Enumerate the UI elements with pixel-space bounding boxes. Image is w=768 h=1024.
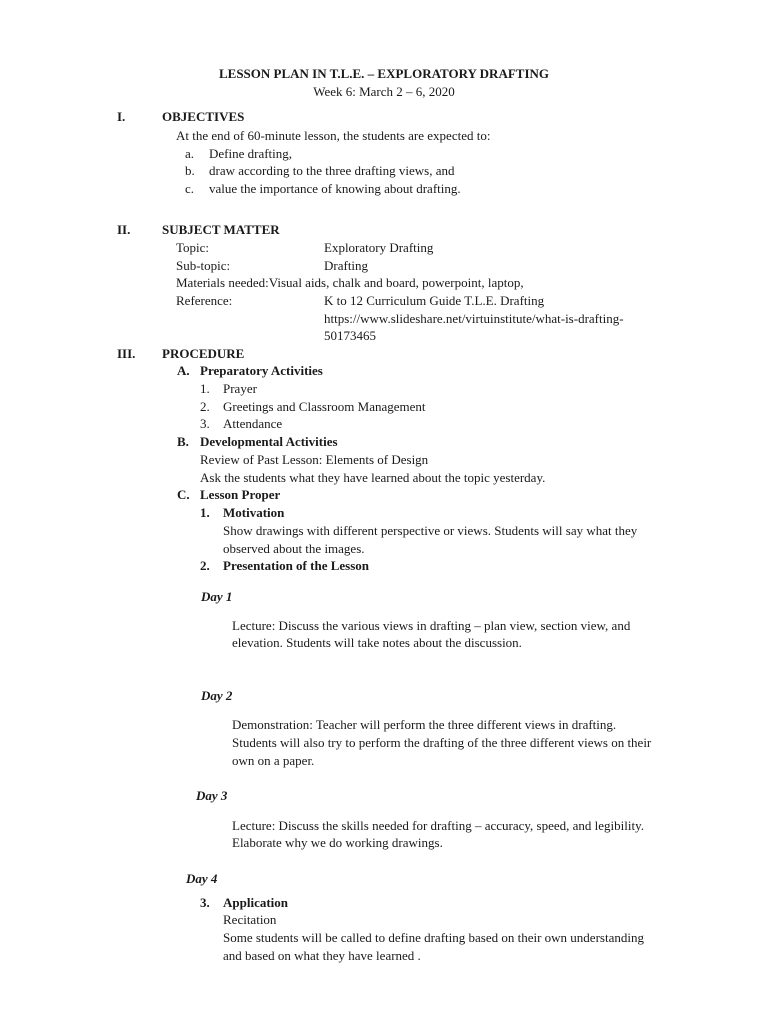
- subsection-heading-preparatory: Preparatory Activities: [200, 363, 323, 378]
- list-item: value the importance of knowing about drafting.: [209, 181, 461, 196]
- day-3-text: Lecture: Discuss the skills needed for drafting – accuracy, speed, and legibility.: [232, 818, 645, 833]
- list-item: Define drafting,: [209, 146, 293, 161]
- subtopic-label: Sub-topic:: [176, 258, 231, 273]
- section-heading-subject: SUBJECT MATTER: [162, 222, 280, 237]
- day-2-text: Demonstration: Teacher will perform the three different views in drafting.: [232, 717, 617, 732]
- application-text: Some students will be called to define drafting based on their own understanding: [223, 930, 644, 945]
- motivation-text: Show drawings with different perspective or views. Students will say what they: [223, 523, 638, 538]
- presentation-heading: Presentation of the Lesson: [223, 558, 370, 573]
- motivation-heading: Motivation: [223, 505, 285, 520]
- section-number-subject: II.: [117, 222, 131, 237]
- list-marker: 1.: [200, 381, 210, 396]
- list-marker: a.: [185, 146, 195, 161]
- list-marker: b.: [185, 163, 195, 178]
- day-1-text: elevation. Students will take notes about the discussion.: [232, 635, 522, 650]
- subtopic-value: Drafting: [324, 258, 369, 273]
- review-line: Review of Past Lesson: Elements of Design: [200, 452, 429, 467]
- section-heading-objectives: OBJECTIVES: [162, 109, 245, 124]
- reference-label: Reference:: [176, 293, 233, 308]
- day-3-heading: Day 3: [196, 788, 228, 803]
- subsection-marker: C.: [177, 487, 190, 502]
- reference-value: K to 12 Curriculum Guide T.L.E. Drafting: [324, 293, 545, 308]
- day-1-text: Lecture: Discuss the various views in drafting – plan view, section view, and: [232, 618, 631, 633]
- week-subtitle: Week 6: March 2 – 6, 2020: [313, 84, 455, 99]
- list-marker: 3.: [200, 416, 210, 431]
- day-2-text: Students will also try to perform the drafting of the three different views on their: [232, 735, 652, 750]
- subsection-marker: A.: [177, 363, 190, 378]
- list-item: Prayer: [223, 381, 257, 396]
- objectives-intro: At the end of 60-minute lesson, the students are expected to:: [176, 128, 491, 143]
- motivation-text: observed about the images.: [223, 541, 365, 556]
- day-4-heading: Day 4: [186, 871, 218, 886]
- list-item: Attendance: [223, 416, 283, 431]
- list-marker: c.: [185, 181, 195, 196]
- reference-url: https://www.slideshare.net/virtuinstitute/what-is-drafting-: [324, 311, 624, 326]
- section-heading-procedure: PROCEDURE: [162, 346, 245, 361]
- materials-line: Materials needed:Visual aids, chalk and board, powerpoint, laptop,: [176, 275, 524, 290]
- day-2-heading: Day 2: [201, 688, 233, 703]
- topic-value: Exploratory Drafting: [324, 240, 434, 255]
- list-marker: 2.: [200, 399, 210, 414]
- application-heading: Application: [223, 895, 289, 910]
- day-1-heading: Day 1: [201, 589, 233, 604]
- section-number-procedure: III.: [117, 346, 136, 361]
- list-marker: 3.: [200, 895, 210, 910]
- subsection-marker: B.: [177, 434, 189, 449]
- list-marker: 2.: [200, 558, 210, 573]
- application-text: and based on what they have learned .: [223, 948, 421, 963]
- subsection-heading-developmental: Developmental Activities: [200, 434, 338, 449]
- day-2-text: own on a paper.: [232, 753, 315, 768]
- day-3-text: Elaborate why we do working drawings.: [232, 835, 443, 850]
- document-title: LESSON PLAN IN T.L.E. – EXPLORATORY DRAFTING: [218, 66, 549, 81]
- list-marker: 1.: [200, 505, 210, 520]
- subsection-heading-lesson-proper: Lesson Proper: [200, 487, 281, 502]
- topic-label: Topic:: [176, 240, 210, 255]
- section-number-objectives: I.: [117, 109, 126, 124]
- list-item: Greetings and Classroom Management: [223, 399, 426, 414]
- list-item: draw according to the three drafting views, and: [209, 163, 455, 178]
- application-text: Recitation: [223, 912, 277, 927]
- reference-url-continued: 50173465: [324, 328, 376, 343]
- review-instruction: Ask the students what they have learned about the topic yesterday.: [200, 470, 546, 485]
